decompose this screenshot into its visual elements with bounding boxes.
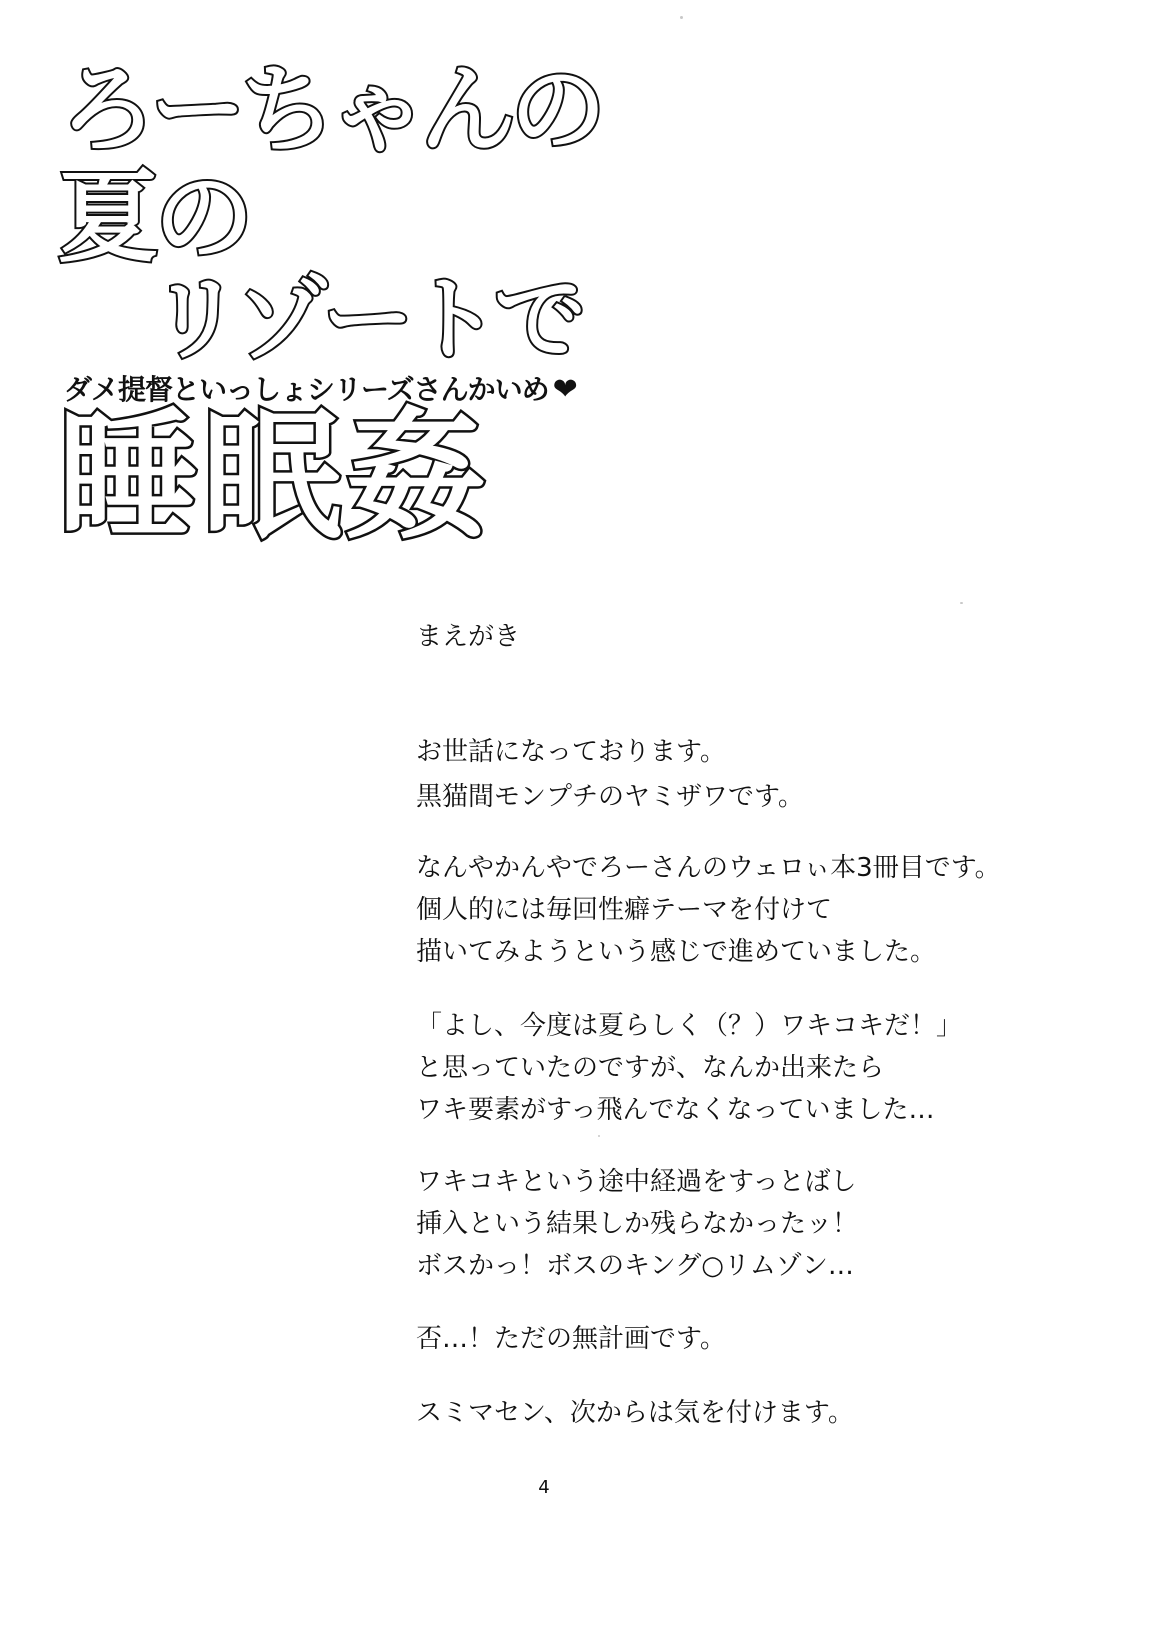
foreword-line: 「よし、今度は夏らしく（？）ワキコキだ！」 [416,1011,963,1041]
scan-speck [680,16,683,19]
foreword-line: なんやかんやでろーさんのウェロぃ本3冊目です。 [416,853,1001,883]
foreword-line: お世話になっております。 [416,737,726,767]
title-line-3: リゾートで [150,266,581,373]
foreword-line: と思っていたのですが、なんか出来たら [416,1053,885,1083]
page-number: 4 [538,1477,550,1498]
foreword-line: 黒猫間モンプチのヤミザワです。 [416,782,804,812]
title-line-1: ろーちゃんの [60,54,600,166]
title-main-kanji: 睡眠姦 [58,396,491,559]
heart-icon: ❤ [552,372,577,407]
foreword-line: スミマセン、次からは気を付けます。 [416,1398,854,1428]
foreword-heading: まえがき [416,622,521,652]
foreword-line: 挿入という結果しか残らなかったッ！ [416,1209,859,1239]
foreword-line: ワキ要素がすっ飛んでなくなっていました… [416,1095,935,1125]
foreword-line: 描いてみようという感じで進めていました。 [416,937,937,967]
foreword-line: 否…！ただの無計画です。 [416,1324,726,1354]
title-line-2: 夏の [58,159,250,276]
scan-speck [960,602,963,604]
foreword-line: ボスかっ！ボスのキング○リムゾン… [416,1251,854,1281]
foreword-line: ワキコキという途中経過をすっとばし [416,1167,857,1197]
foreword-line: 個人的には毎回性癖テーマを付けて [416,895,833,925]
series-subtitle-text: ダメ提督といっしょシリーズさんかいめ [64,373,549,406]
scan-speck [598,1135,600,1137]
